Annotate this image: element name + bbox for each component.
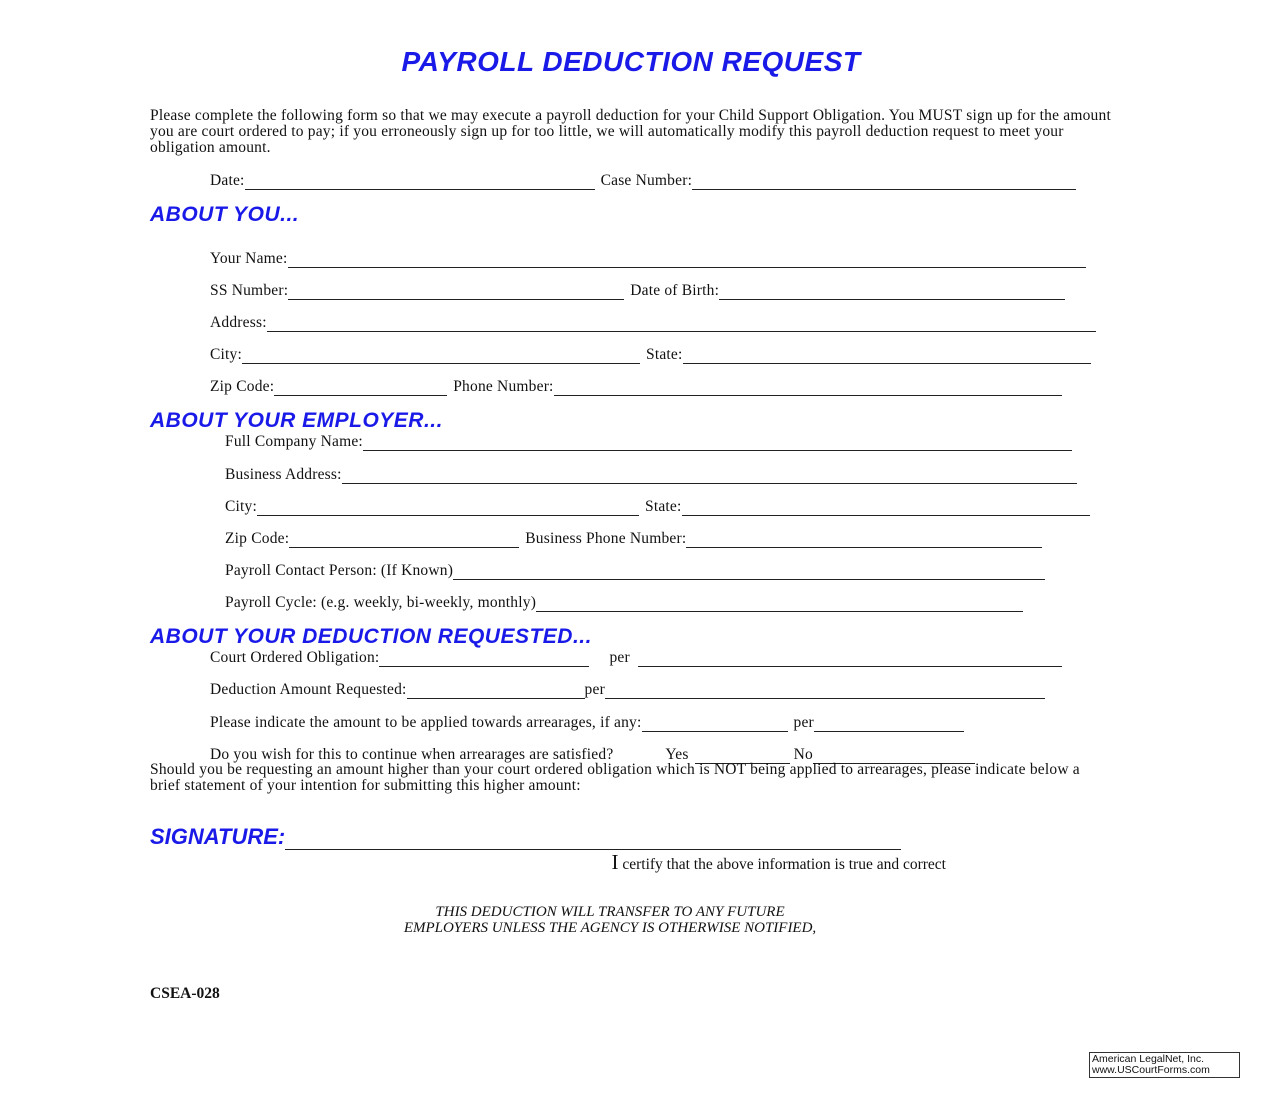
cycle-row: [225, 594, 1023, 612]
notice-line-1: THIS DEDUCTION WILL TRANSFER TO ANY FUTURE: [435, 904, 785, 920]
phone-label: Phone Number:: [453, 378, 554, 395]
address-field[interactable]: [267, 317, 1096, 332]
amount-requested-field[interactable]: [407, 684, 585, 699]
employer-state-field[interactable]: [682, 501, 1090, 516]
date-label: Date:: [210, 172, 245, 189]
court-ordered-row: [210, 649, 1062, 667]
court-ordered-field[interactable]: [379, 652, 589, 667]
your-name-label: Your Name:: [210, 250, 288, 267]
no-label: No: [793, 746, 813, 763]
certify-statement: [490, 850, 946, 875]
court-ordered-per-field[interactable]: [638, 652, 1062, 667]
signature-row: [150, 824, 901, 850]
certify-i: I: [611, 850, 619, 874]
ss-number-field[interactable]: [288, 285, 624, 300]
form-code: CSEA-028: [150, 985, 220, 1002]
arrearages-field[interactable]: [642, 717, 788, 732]
employer-heading: ABOUT YOUR EMPLOYER...: [150, 409, 443, 432]
arrearages-per-field[interactable]: [814, 717, 964, 732]
business-phone-field[interactable]: [686, 533, 1042, 548]
publisher-badge: [1089, 1052, 1240, 1078]
statement-instructions: Should you be requesting an amount higher than your court ordered obligation which is NOT being applied to arrearages, please indicate below a brief statement of your intention for submitting this higher amount:: [150, 761, 1080, 794]
dob-field[interactable]: [719, 285, 1065, 300]
per-label: per: [793, 714, 814, 731]
yes-label: Yes: [665, 746, 689, 763]
address-row: [210, 314, 1096, 332]
city-field[interactable]: [242, 349, 640, 364]
intro-text: Please complete the following form so that we may execute a payroll deduction for your Child Support Obligation. You MUST sign up for the amount you are court ordered to pay; if you erroneously sign up for too little, we will automatically modify this payroll deduction request to meet your obligation amount.: [150, 107, 1111, 156]
ss-number-label: SS Number:: [210, 282, 289, 299]
business-address-row: [225, 466, 1077, 484]
arrearages-row: [210, 714, 964, 732]
company-row: [225, 433, 1072, 451]
company-field[interactable]: [363, 436, 1072, 451]
certify-text: certify that the above information is true and correct: [618, 856, 946, 873]
dob-label: Date of Birth:: [630, 282, 720, 299]
per-label: per: [584, 681, 605, 698]
per-label: per: [609, 649, 630, 666]
city-label: City:: [210, 346, 243, 363]
business-address-field[interactable]: [342, 469, 1077, 484]
badge-line-1: American LegalNet, Inc.: [1092, 1053, 1205, 1065]
amount-requested-per-field[interactable]: [605, 684, 1045, 699]
employer-city-field[interactable]: [257, 501, 639, 516]
notice-line-2: EMPLOYERS UNLESS THE AGENCY IS OTHERWISE NOTIFIED,: [403, 920, 817, 936]
contact-row: [225, 562, 1045, 580]
employer-zip-phone-row: [225, 530, 1042, 548]
ss-dob-row: [210, 282, 1065, 300]
address-label: Address:: [210, 314, 267, 331]
case-number-label: Case Number:: [600, 172, 693, 189]
court-ordered-label: Court Ordered Obligation:: [210, 649, 380, 666]
zip-phone-row: [210, 378, 1062, 396]
deduction-heading: ABOUT YOUR DEDUCTION REQUESTED...: [150, 625, 592, 648]
badge-line-2: www.USCourtForms.com: [1092, 1064, 1210, 1076]
signature-field[interactable]: [285, 831, 901, 850]
cycle-field[interactable]: [536, 597, 1023, 612]
state-field[interactable]: [683, 349, 1091, 364]
your-name-field[interactable]: [288, 253, 1086, 268]
employer-city-label: City:: [225, 498, 258, 515]
business-address-label: Business Address:: [225, 466, 342, 483]
date-field[interactable]: [245, 175, 595, 190]
page-title: PAYROLL DEDUCTION REQUEST: [401, 46, 861, 77]
phone-field[interactable]: [554, 381, 1062, 396]
zip-label: Zip Code:: [210, 378, 275, 395]
contact-label: Payroll Contact Person: (If Known): [225, 562, 454, 579]
your-name-row: [210, 250, 1086, 268]
state-label: State:: [646, 346, 683, 363]
employer-city-state-row: [225, 498, 1090, 516]
employer-state-label: State:: [645, 498, 682, 515]
about-you-heading: ABOUT YOU...: [150, 203, 300, 226]
city-state-row: [210, 346, 1091, 364]
amount-requested-row: [210, 681, 1045, 699]
company-label: Full Company Name:: [225, 433, 363, 450]
arrearages-label: Please indicate the amount to be applied towards arrearages, if any:: [210, 714, 642, 731]
zip-field[interactable]: [274, 381, 447, 396]
amount-requested-label: Deduction Amount Requested:: [210, 681, 407, 698]
case-number-field[interactable]: [692, 175, 1076, 190]
signature-label: SIGNATURE:: [150, 824, 286, 849]
business-phone-label: Business Phone Number:: [525, 530, 687, 547]
employer-zip-label: Zip Code:: [225, 530, 290, 547]
date-case-row: [210, 172, 1076, 190]
continue-question: Do you wish for this to continue when arrearages are satisfied?: [210, 746, 614, 763]
contact-field[interactable]: [453, 565, 1045, 580]
transfer-notice: [300, 904, 920, 936]
cycle-label: Payroll Cycle: (e.g. weekly, bi-weekly, monthly): [225, 594, 537, 611]
employer-zip-field[interactable]: [289, 533, 519, 548]
